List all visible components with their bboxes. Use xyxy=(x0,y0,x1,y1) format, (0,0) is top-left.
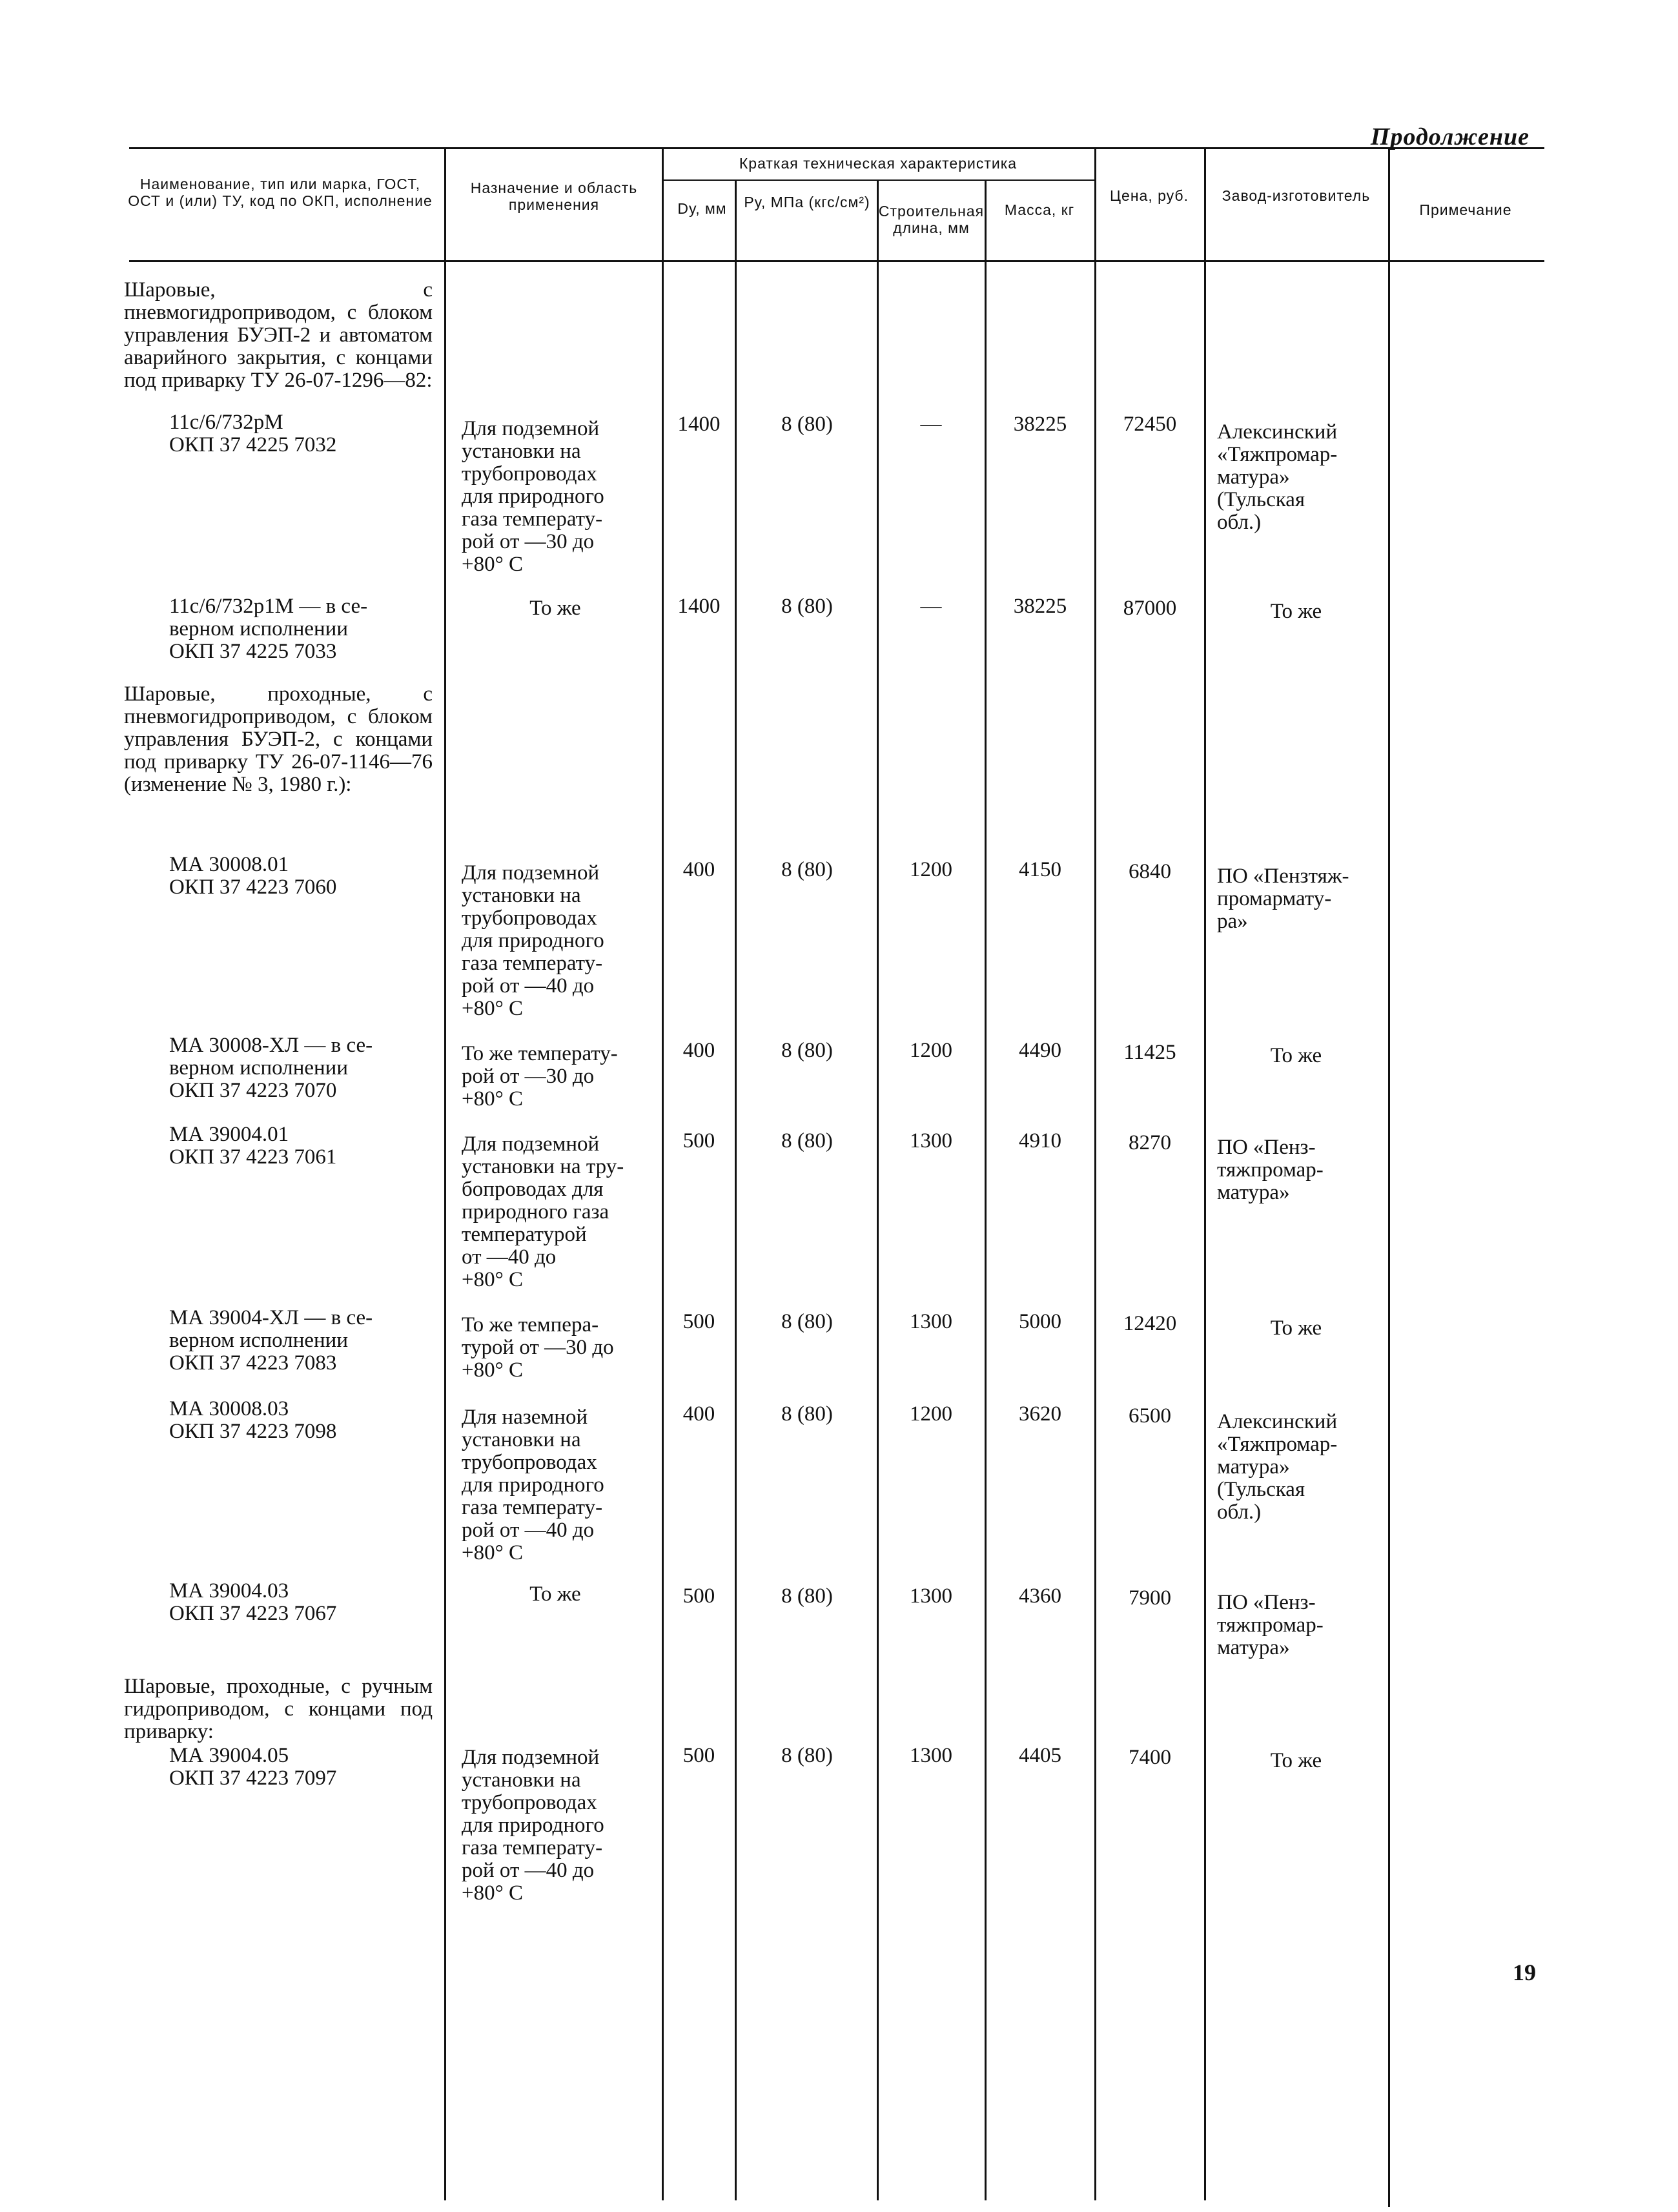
row-mass: 3620 xyxy=(1019,1402,1061,1426)
row-dy: 400 xyxy=(682,858,715,881)
continued-label: Продолжение xyxy=(1370,123,1530,150)
row-mass: 4405 xyxy=(1019,1744,1061,1767)
row-price: 6500 xyxy=(1129,1404,1171,1428)
header-tech: Краткая техническая характеристика xyxy=(739,155,1018,172)
row-py: 8 (80) xyxy=(781,413,833,436)
header-py: Pу, МПа (кгс/см²) xyxy=(744,194,870,210)
row-mass: 38225 xyxy=(1013,413,1067,436)
col-divider xyxy=(444,147,446,2200)
row-price: 7900 xyxy=(1129,1586,1171,1610)
row-name: МА 30008.03 ОКП 37 4223 7098 xyxy=(169,1397,337,1443)
row-name: МА 39004.01 ОКП 37 4223 7061 xyxy=(169,1123,337,1169)
row-py: 8 (80) xyxy=(781,1744,833,1767)
row-length: 1200 xyxy=(910,1039,952,1062)
row-maker: Алексинский «Тяжпромар- матура» (Тульская обл.) xyxy=(1217,420,1338,534)
row-purpose: Для подземной установки на трубопроводах для природного газа температу- рой от —40 до +80° С xyxy=(462,1746,604,1905)
row-length: 1300 xyxy=(910,1584,952,1608)
row-dy: 500 xyxy=(682,1744,715,1767)
row-price: 6840 xyxy=(1129,860,1171,883)
row-maker: ПО «Пенз- тяжпромар- матура» xyxy=(1217,1136,1324,1204)
row-price: 87000 xyxy=(1123,597,1177,620)
row-length: — xyxy=(920,413,942,436)
row-length: — xyxy=(920,595,942,618)
row-price: 72450 xyxy=(1123,413,1177,436)
col-divider xyxy=(735,179,737,2200)
row-price: 7400 xyxy=(1129,1746,1171,1769)
row-name: 11с/6/732рМ ОКП 37 4225 7032 xyxy=(169,411,337,456)
row-maker: Алексинский «Тяжпромар- матура» (Тульская обл.) xyxy=(1217,1410,1338,1524)
row-mass: 4910 xyxy=(1019,1129,1061,1152)
row-dy: 500 xyxy=(682,1310,715,1333)
row-length: 1300 xyxy=(910,1310,952,1333)
row-py: 8 (80) xyxy=(781,595,833,618)
header-name: Наименование, тип или марка, ГОСТ, ОСТ и (или) ТУ, код по ОКП, исполнение xyxy=(128,176,433,209)
row-name: МА 39004.03 ОКП 37 4223 7067 xyxy=(169,1579,337,1625)
group-heading: Шаровые, проходные, с ручным гидроприводом, с концами под приварку: xyxy=(124,1675,433,1743)
header-bottom-rule xyxy=(129,260,1544,262)
row-dy: 1400 xyxy=(677,413,721,436)
header-price: Цена, руб. xyxy=(1110,187,1189,204)
row-maker: ПО «Пенз- тяжпромар- матура» xyxy=(1217,1591,1324,1659)
row-price: 12420 xyxy=(1123,1312,1177,1335)
row-py: 8 (80) xyxy=(781,1402,833,1426)
row-length: 1200 xyxy=(910,858,952,881)
col-divider xyxy=(1204,147,1206,2200)
col-divider xyxy=(877,179,879,2200)
table-top-rule xyxy=(129,147,1544,149)
row-dy: 400 xyxy=(682,1039,715,1062)
row-py: 8 (80) xyxy=(781,1129,833,1152)
row-purpose: То же темпера- турой от —30 до +80° С xyxy=(462,1313,614,1382)
row-purpose: То же температу- рой от —30 до +80° С xyxy=(462,1042,618,1111)
row-mass: 4150 xyxy=(1019,858,1061,881)
row-dy: 400 xyxy=(682,1402,715,1426)
row-dy: 500 xyxy=(682,1584,715,1608)
row-py: 8 (80) xyxy=(781,1310,833,1333)
row-maker: То же xyxy=(1270,1316,1322,1340)
row-purpose: Для подземной установки на трубопроводах для природного газа температу- рой от —40 до +80° С xyxy=(462,861,604,1020)
col-divider xyxy=(1094,147,1096,2200)
row-mass: 5000 xyxy=(1019,1310,1061,1333)
row-price: 8270 xyxy=(1129,1131,1171,1154)
header-length: Строительная длина, мм xyxy=(878,203,985,236)
header-maker: Завод-изготовитель xyxy=(1222,187,1371,204)
row-mass: 4490 xyxy=(1019,1039,1061,1062)
row-maker: ПО «Пензтяж- промармату- ра» xyxy=(1217,865,1349,933)
header-note: Примечание xyxy=(1419,201,1512,218)
row-mass: 4360 xyxy=(1019,1584,1061,1608)
row-maker: То же xyxy=(1270,600,1322,623)
row-dy: 1400 xyxy=(677,595,721,618)
header-mass: Масса, кг xyxy=(1004,201,1075,218)
row-name: МА 30008.01 ОКП 37 4223 7060 xyxy=(169,853,337,899)
row-length: 1200 xyxy=(910,1402,952,1426)
row-dy: 500 xyxy=(682,1129,715,1152)
group-heading: Шаровые, с пневмогидроприводом, с блоком управления БУЭП-2 и автоматом аварийного закрытия, с концами под приварку ТУ 26-07-1296—82: xyxy=(124,278,433,392)
col-divider xyxy=(1388,147,1390,2207)
row-name: МА 30008-ХЛ — в се- верном исполнении ОКП 37 4223 7070 xyxy=(169,1034,373,1102)
row-name: 11с/6/732р1М — в се- верном исполнении ОКП 37 4225 7033 xyxy=(169,595,368,663)
header-dy: Dу, мм xyxy=(677,200,727,217)
col-divider xyxy=(662,147,664,2200)
row-name: МА 39004-ХЛ — в се- верном исполнении ОКП 37 4223 7083 xyxy=(169,1306,373,1375)
row-maker: То же xyxy=(1270,1044,1322,1067)
group-heading: Шаровые, проходные, с пневмогидроприводом, с блоком управления БУЭП-2, с концами под приварку ТУ 26-07-1146—76 (изменение № 3, 1980 г.): xyxy=(124,682,433,796)
row-length: 1300 xyxy=(910,1744,952,1767)
tech-header-rule xyxy=(662,179,1094,181)
row-py: 8 (80) xyxy=(781,1039,833,1062)
row-name: МА 39004.05 ОКП 37 4223 7097 xyxy=(169,1744,337,1790)
row-maker: То же xyxy=(1270,1749,1322,1772)
page-number: 19 xyxy=(1513,1960,1536,1985)
row-purpose: Для наземной установки на трубопроводах для природного газа температу- рой от —40 до +80° С xyxy=(462,1406,604,1564)
row-price: 11425 xyxy=(1123,1041,1176,1064)
row-purpose: То же xyxy=(529,597,581,620)
row-mass: 38225 xyxy=(1013,595,1067,618)
col-divider xyxy=(985,179,987,2200)
row-length: 1300 xyxy=(910,1129,952,1152)
row-purpose: Для подземной установки на трубопроводах для природного газа температу- рой от —30 до +80° С xyxy=(462,417,604,576)
row-purpose: Для подземной установки на тру- бопроводах для природного газа температурой от —40 до +80° С xyxy=(462,1132,624,1291)
row-py: 8 (80) xyxy=(781,1584,833,1608)
row-purpose: То же xyxy=(529,1582,581,1606)
row-py: 8 (80) xyxy=(781,858,833,881)
header-purpose: Назначение и область применения xyxy=(470,179,638,213)
